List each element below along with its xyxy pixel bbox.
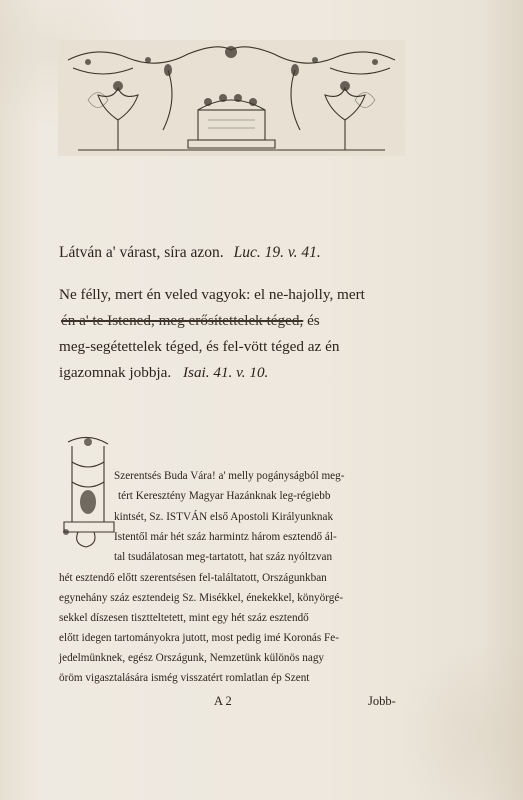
body-line: előtt idegen tartományokra jutott, most pedig imé Koronás Fe- xyxy=(59,632,339,644)
body-line: egynehány száz esztendeig Sz. Misékkel, énekekkel, könyörgé- xyxy=(59,592,344,604)
body-line: tal tsudálatosan meg-tartatott, hat száz nyóltzvan xyxy=(114,551,333,563)
headpiece-ornament xyxy=(58,40,405,156)
body-line: tért Keresztény Magyar Hazánknak leg-régiebb xyxy=(118,490,331,502)
body-line: kintsét, Sz. ISTVÁN első Apostoli Királyunknak xyxy=(114,511,334,523)
verse-2-line-4 xyxy=(59,364,268,382)
body-line: Istentől már hét száz harmintz három esztendő ál- xyxy=(114,531,337,543)
verse-2-line-1: Ne félly, mert én veled vagyok: el ne-hajolly, mert xyxy=(59,286,365,303)
struck-text: én a' te Istened, meg erősítettelek téged, xyxy=(61,312,304,329)
signature-mark: A 2 xyxy=(214,694,232,708)
body-line: sekkel díszesen tisztteltetett, mint egy hét száz esztendő xyxy=(59,612,309,624)
verse-2-line-4-text: igazomnak jobbja. xyxy=(59,364,172,381)
body-line: Szerentsés Buda Vára! a' melly pogányságból meg- xyxy=(114,470,345,482)
body-line: hét esztendő előtt szerentsésen fel-találtatott, Országunkban xyxy=(59,572,327,584)
paper-stain xyxy=(400,640,523,800)
body-line: öröm vigasztalására ismég visszatért romlatlan ép Szent xyxy=(59,672,310,684)
catchword: Jobb- xyxy=(368,694,396,708)
verse-2-line-2-rest: és xyxy=(303,312,320,329)
body-line: jedelmünknek, egész Országunk, Nemzetünk különös nagy xyxy=(59,652,325,664)
verse-2-reference: Isai. 41. v. 10. xyxy=(182,364,269,381)
verse-1-text: Látván a' várast, síra azon. xyxy=(59,244,224,261)
verse-2-line-3: meg-segétettelek téged, és fel-vött téged az én xyxy=(59,338,340,355)
verse-1-reference: Luc. 19. v. 41. xyxy=(233,244,321,261)
verse-2-line-2 xyxy=(61,312,320,330)
decorated-initial-ornament xyxy=(58,432,120,550)
verse-1 xyxy=(59,244,321,262)
